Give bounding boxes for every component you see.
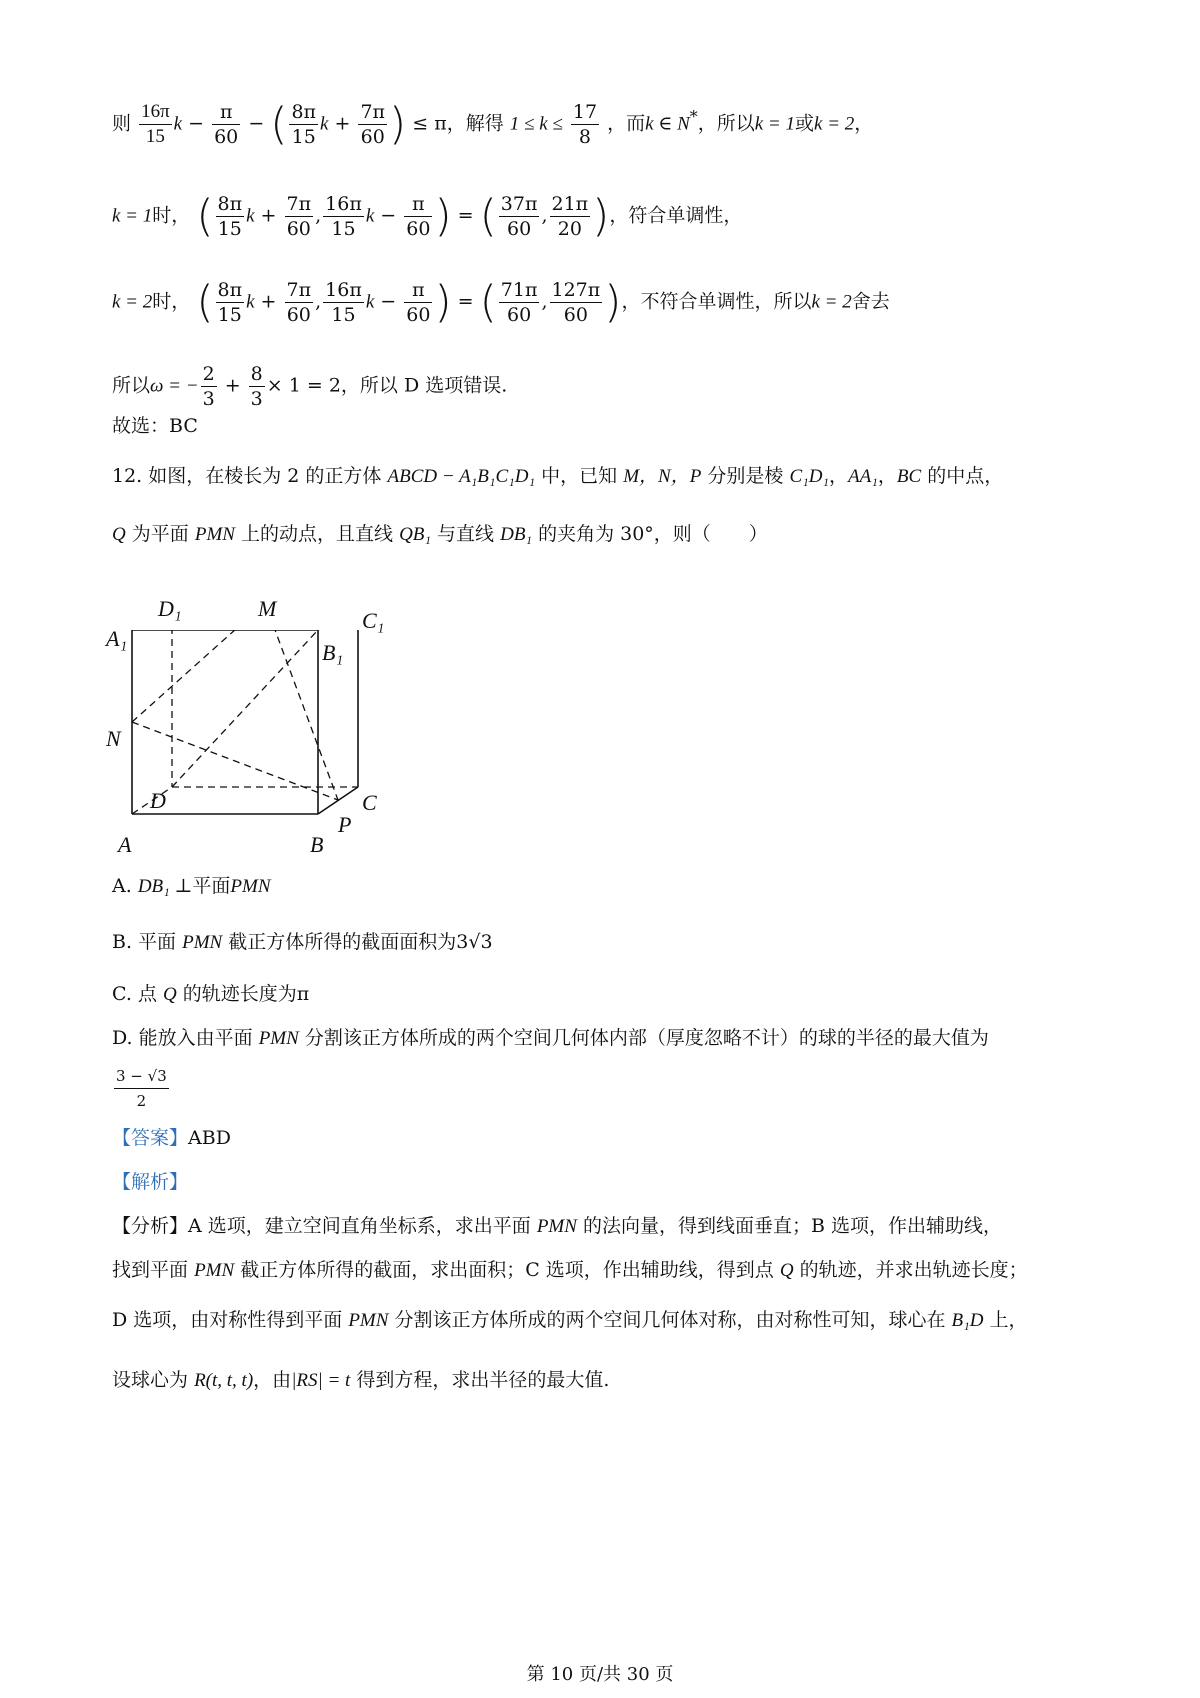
question-12-line-2: Q 为平面 PMN 上的动点，且直线 QB₁ 与直线 DB₁ 的夹角为 30°，则（ ）: [112, 523, 768, 545]
option-c: C. 点 Q 的轨迹长度为π: [112, 983, 310, 1005]
label-a1: A₁: [106, 626, 128, 651]
k-2: k = 2: [112, 291, 153, 313]
fraction: $\frac{\pi}{60}$: [214, 101, 239, 148]
solution-line-3: k = 2时， ( $\frac{8\pi}{15}$ k + $\frac{7\pi}{60}$ , $\frac{16\pi}{15}$ k − $\frac{\pi}{60}$ ) = ( $\frac{71\pi}{60}$ , $\frac{127\pi}{60}$ )，不符合单调性，所以k = 2舍去: [112, 276, 890, 328]
label-a: A: [118, 832, 132, 857]
answer-label: 【答案】: [112, 1127, 189, 1149]
k-1: k = 1: [112, 205, 153, 227]
label-c1: C₁: [362, 608, 385, 633]
text: 则: [112, 112, 132, 135]
text: ，所以 D 选项错误.: [340, 374, 508, 397]
label-n: N: [106, 726, 121, 751]
fraction: $\frac{7\pi}{60}$: [360, 101, 386, 148]
option-b: B. 平面 PMN 截正方体所得的截面面积为3√3: [112, 931, 493, 953]
fraction: $\frac{16\pi}{15}$: [141, 101, 170, 147]
k-range: 1 ≤ k ≤: [509, 113, 563, 135]
text: ，而: [607, 112, 646, 135]
choice-line: 故选：BC: [112, 415, 198, 437]
label-d: D: [150, 788, 166, 813]
label-c: C: [362, 790, 377, 815]
label-m: M: [258, 596, 277, 621]
option-a: A. DB₁ ⊥平面PMN: [112, 875, 271, 897]
label-p: P: [338, 812, 352, 837]
text: ，解得: [446, 112, 504, 135]
k-1: k = 1: [754, 113, 795, 135]
k-in-N: k ∈ N: [645, 113, 690, 135]
analysis-line-1: 【分析】A 选项，建立空间直角坐标系，求出平面 PMN 的法向量，得到线面垂直；B 选项，作出辅助线，: [112, 1215, 1002, 1237]
solution-line-1: 则 $\frac{16\pi}{15}$ k − $\frac{\pi}{60}$ − ( $\frac{8\pi}{15}$ k + $\frac{7\pi}{60}$ ) ≤ π，解得 1 ≤ k ≤ $\frac{17}{8}$ ，而k ∈ N*，所以k = 1或k = 2，: [112, 98, 874, 150]
inequality: ≤ π: [412, 112, 447, 135]
analysis-line-4: 设球心为 R(t, t, t)，由|RS| = t 得到方程，求出半径的最大值.: [112, 1369, 610, 1391]
solution-line-2: k = 1时， ( $\frac{8\pi}{15}$ k + $\frac{7\pi}{60}$ , $\frac{16\pi}{15}$ k − $\frac{\pi}{60}$ ) = ( $\frac{37\pi}{60}$ , $\frac{21\pi}{20}$ )，符合单调性，: [112, 190, 743, 242]
option-d: D. 能放入由平面 PMN 分割该正方体所成的两个空间几何体内部（厚度忽略不计）的球的半径的最大值为: [112, 1027, 989, 1049]
answer-value: ABD: [188, 1127, 231, 1149]
figure-labels: [100, 596, 420, 900]
label-d1: D₁: [158, 596, 182, 621]
fraction-17-8: $\frac{17}{8}$: [572, 101, 598, 148]
text: ，所以: [697, 112, 755, 135]
analysis-line-3: D 选项，由对称性得到平面 PMN 分割该正方体所成的两个空间几何体对称，由对称性可知，球心在 B₁D 上，: [112, 1309, 1028, 1331]
area-value: 3√3: [456, 931, 493, 953]
question-12-line-1: 12. 如图，在棱长为 2 的正方体 ABCD − A₁B₁C₁D₁ 中，已知 M，N，P 分别是棱 C₁D₁，AA₁，BC 的中点，: [112, 465, 1004, 487]
option-d-value: $\frac{3 - √3}{2}$: [112, 1064, 171, 1113]
analysis-line-2: 找到平面 PMN 截正方体所得的截面，求出面积；C 选项，作出辅助线，得到点 Q 的轨迹，并求出轨迹长度；: [112, 1259, 1028, 1281]
label-b1: B₁: [322, 640, 344, 665]
omega: ω = −: [150, 375, 199, 397]
page-footer: 第 10 页/共 30 页: [526, 1664, 674, 1685]
cube-name: ABCD − A₁B₁C₁D₁: [387, 466, 536, 487]
solution-line-4: 所以ω = − $\frac{2}{3}$ + $\frac{8}{3}$ × 1 = 2，所以 D 选项错误.: [112, 363, 508, 410]
analysis-label: 【解析】: [112, 1171, 189, 1193]
fraction: $\frac{8\pi}{15}$: [291, 101, 317, 148]
label-b: B: [310, 832, 324, 857]
answer: [112, 1124, 231, 1152]
k-2: k = 2: [814, 113, 855, 135]
text: ，不符合单调性，所以: [621, 290, 812, 313]
text: ，符合单调性，: [609, 204, 743, 227]
